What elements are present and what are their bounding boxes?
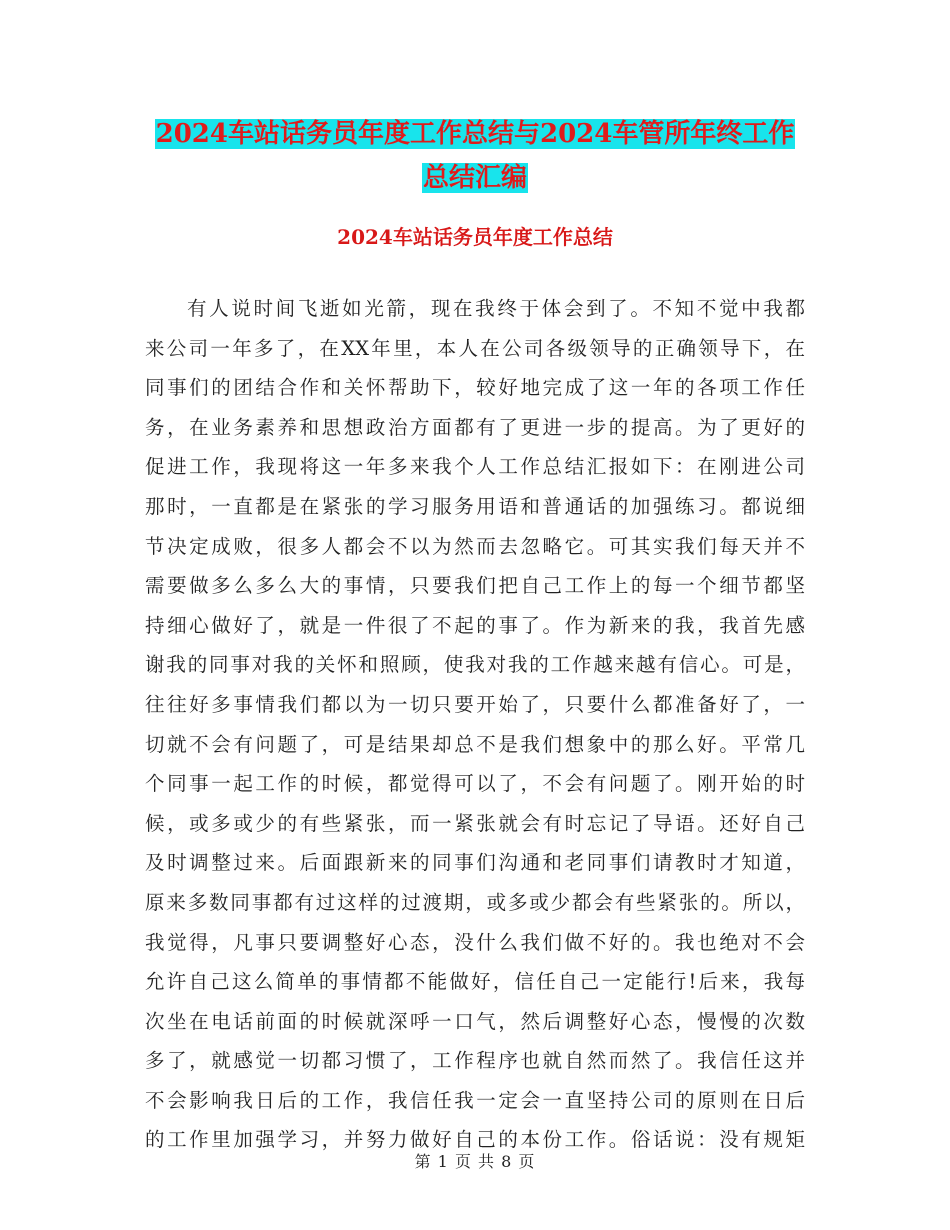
body-line: 不会影响我日后的工作，我信任我一定会一直坚持公司的原则在日后 bbox=[145, 1088, 805, 1112]
document-title-line-2: 总结汇编 bbox=[422, 163, 527, 193]
body-line: 次坐在电话前面的时候就深呼一口气，然后调整好心态，慢慢的次数 bbox=[145, 1009, 805, 1033]
page-footer: 第 1 页 共 8 页 bbox=[414, 1152, 536, 1171]
body-line: 谢我的同事对我的关怀和照顾，使我对我的工作越来越有信心。可是， bbox=[145, 653, 805, 677]
section-title: 2024车站话务员年度工作总结 bbox=[337, 225, 613, 249]
body-line: 个同事一起工作的时候，都觉得可以了，不会有问题了。刚开始的时 bbox=[145, 772, 805, 796]
body-line: 持细心做好了，就是一件很了不起的事了。作为新来的我，我首先感 bbox=[145, 613, 805, 637]
body-line: 来公司一年多了，在XX年里，本人在公司各级领导的正确领导下，在 bbox=[145, 336, 805, 360]
document-title-line-1: 2024车站话务员年度工作总结与2024车管所年终工作 bbox=[155, 119, 795, 149]
body-line: 务，在业务素养和思想政治方面都有了更进一步的提高。为了更好的 bbox=[145, 415, 805, 439]
body-line: 需要做多么多么大的事情，只要我们把自己工作上的每一个细节都坚 bbox=[145, 574, 805, 598]
body-paragraph bbox=[145, 289, 805, 1160]
body-line: 往往好多事情我们都以为一切只要开始了，只要什么都准备好了，一 bbox=[145, 692, 805, 716]
body-line: 促进工作，我现将这一年多来我个人工作总结汇报如下：在刚进公司 bbox=[145, 455, 805, 479]
body-line: 的工作里加强学习，并努力做好自己的本份工作。俗话说：没有规矩 bbox=[145, 1128, 805, 1152]
body-line: 候，或多或少的有些紧张，而一紧张就会有时忘记了导语。还好自己 bbox=[145, 811, 805, 835]
body-line: 多了，就感觉一切都习惯了，工作程序也就自然而然了。我信任这并 bbox=[145, 1049, 805, 1073]
document-title bbox=[0, 112, 950, 200]
body-line: 我觉得，凡事只要调整好心态，没什么我们做不好的。我也绝对不会 bbox=[145, 930, 805, 954]
body-line: 切就不会有问题了，可是结果却总不是我们想象中的那么好。平常几 bbox=[145, 732, 805, 756]
body-line: 允许自己这么简单的事情都不能做好，信任自己一定能行!后来，我每 bbox=[145, 970, 805, 994]
body-line: 那时，一直都是在紧张的学习服务用语和普通话的加强练习。都说细 bbox=[145, 494, 805, 518]
body-line: 节决定成败，很多人都会不以为然而去忽略它。可其实我们每天并不 bbox=[145, 534, 805, 558]
body-line: 有人说时间飞逝如光箭，现在我终于体会到了。不知不觉中我都 bbox=[187, 297, 805, 320]
body-line: 同事们的团结合作和关怀帮助下，较好地完成了这一年的各项工作任 bbox=[145, 376, 805, 400]
body-line: 及时调整过来。后面跟新来的同事们沟通和老同事们请教时才知道， bbox=[145, 851, 805, 875]
body-line: 原来多数同事都有过这样的过渡期，或多或少都会有些紧张的。所以， bbox=[145, 890, 805, 914]
